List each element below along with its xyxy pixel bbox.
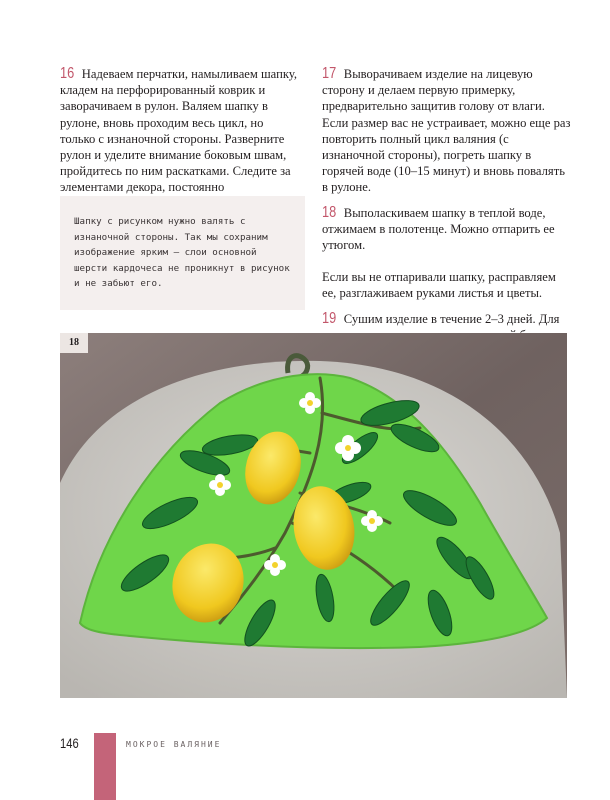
step-18 [322, 205, 572, 302]
step-text: Выполаскиваем шапку в теплой воде, отжимаем в полотенце. Можно отпарить ее утюгом. [322, 205, 555, 253]
step-number: 17 [322, 65, 337, 82]
step-18-paragraph [322, 205, 572, 254]
felted-hat-photo [60, 333, 567, 698]
step-17 [322, 66, 572, 196]
felted-hat-illustration [60, 333, 567, 698]
step-number: 16 [60, 65, 75, 82]
step-text: Надеваем перчатки, намыливаем шапку, кладем на перфорированный коврик и заворачиваем в рулон. Валяем шапку в рулоне, вновь проходим весь цикл, но только с изнаночной стороны. Разверните рулон и уделите внимание боковым швам, пройдитесь по ним раскатками. Следите за элементами декора, постоянно [60, 67, 297, 195]
step-16 [60, 66, 300, 212]
page-number: 146 [60, 735, 79, 751]
step-18-extra: Если вы не отпаривали шапку, расправляем ее, разглаживаем руками листья и цветы. [322, 270, 556, 301]
book-title: МОКРОЕ ВАЛЯНИЕ [126, 740, 222, 749]
step-number: 19 [322, 309, 337, 327]
step-number: 18 [322, 203, 337, 221]
photo-label: 18 [60, 333, 88, 353]
step-16-paragraph [60, 66, 300, 212]
note-box [60, 196, 305, 310]
step-17-paragraph [322, 66, 572, 196]
footer-tab [94, 733, 116, 800]
step-text: Сушим изделие в течение 2–3 дней. Для [343, 311, 560, 326]
note-text: Шапку с рисунком нужно валять с изнаночной стороны. Так мы сохраним изображение ярким — слои основной шерсти кардочеса не проникнут в рисунок и не забьют его. [74, 216, 290, 289]
step-text: Выворачиваем изделие на лицевую сторону и делаем первую примерку, предварительно защитив голову от влаги. Если размер вас не устраивает, можно еще раз повторить полный цикл валяния (с изнаночной стороны), погреть шапку в горячей воде (10–15 минут) и вновь повалять в рулоне. [322, 67, 571, 195]
